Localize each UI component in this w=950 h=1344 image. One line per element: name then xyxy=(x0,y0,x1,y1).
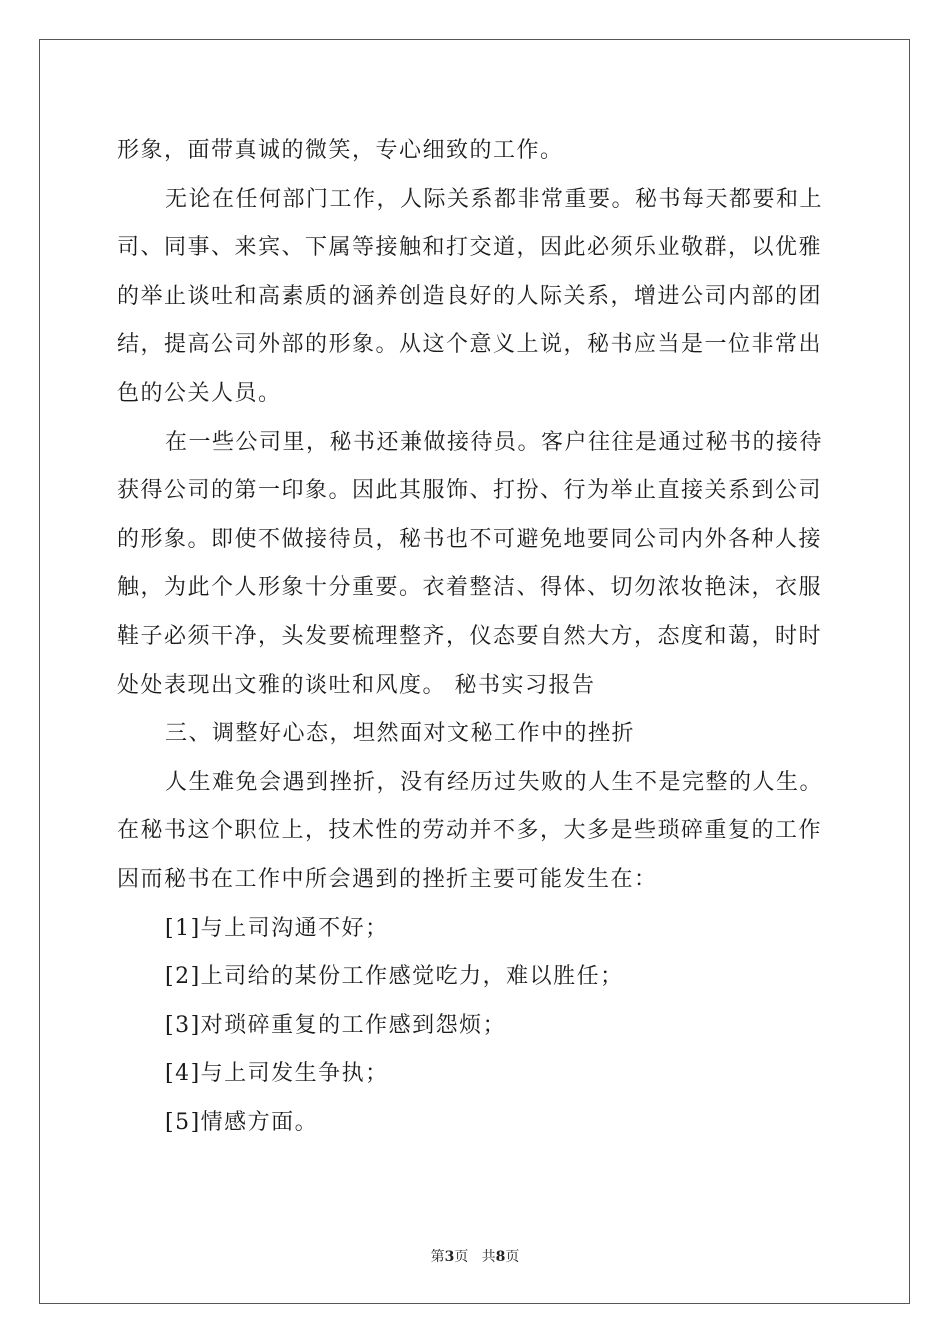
text-line: 结，提高公司外部的形象。从这个意义上说，秘书应当是一位非常出 xyxy=(117,332,823,358)
footer-prefix: 第 xyxy=(430,1249,445,1265)
footer-total-unit: 页 xyxy=(505,1249,520,1265)
text-line: 无论在任何部门工作，人际关系都非常重要。秘书每天都要和上 xyxy=(165,186,824,212)
text-line: 获得公司的第一印象。因此其服饰、打扮、行为举止直接关系到公司 xyxy=(117,478,823,504)
text-line: 因而秘书在工作中所会遇到的挫折主要可能发生在： xyxy=(117,866,658,892)
footer-total-prefix: 共 xyxy=(481,1249,496,1265)
text-line: [1]与上司沟通不好； xyxy=(165,915,389,941)
text-line: 形象，面带真诚的微笑，专心细致的工作。 xyxy=(117,138,564,163)
footer-current-page: 3 xyxy=(444,1249,455,1265)
text-line: [3]对琐碎重复的工作感到怨烦； xyxy=(165,1012,507,1038)
text-line: 在一些公司里，秘书还兼做接待员。客户往往是通过秘书的接待 xyxy=(165,429,824,455)
text-line: 在秘书这个职位上，技术性的劳动并不多，大多是些琐碎重复的工作 xyxy=(117,818,823,844)
footer-page-unit: 页 xyxy=(454,1249,469,1265)
text-line: 的举止谈吐和高素质的涵养创造良好的人际关系，增进公司内部的团 xyxy=(117,283,823,309)
text-line: 处处表现出文雅的谈吐和风度。 秘书实习报告 xyxy=(117,672,596,698)
text-line: 鞋子必须干净，头发要梳理整齐，仪态要自然大方，态度和蔼，时时 xyxy=(117,623,823,649)
footer-total-pages: 8 xyxy=(495,1249,506,1265)
text-line: [2]上司给的某份工作感觉吃力，难以胜任； xyxy=(165,964,624,990)
text-line: 人生难免会遇到挫折，没有经历过失败的人生不是完整的人生。 xyxy=(165,769,824,795)
text-line: 触，为此个人形象十分重要。衣着整洁、得体、切勿浓妆艳沫，衣服 xyxy=(117,575,823,601)
text-line: [4]与上司发生争执； xyxy=(165,1061,389,1087)
text-line: 司、同事、来宾、下属等接触和打交道，因此必须乐业敬群，以优雅 xyxy=(117,235,823,261)
document-body xyxy=(117,127,837,1147)
text-line: 色的公关人员。 xyxy=(117,380,282,406)
text-line: 三、调整好心态，坦然面对文秘工作中的挫折 xyxy=(165,721,636,747)
page-footer xyxy=(0,1248,950,1266)
text-line: [5]情感方面。 xyxy=(165,1109,319,1135)
text-line: 的形象。即使不做接待员，秘书也不可避免地要同公司内外各种人接 xyxy=(117,526,823,552)
